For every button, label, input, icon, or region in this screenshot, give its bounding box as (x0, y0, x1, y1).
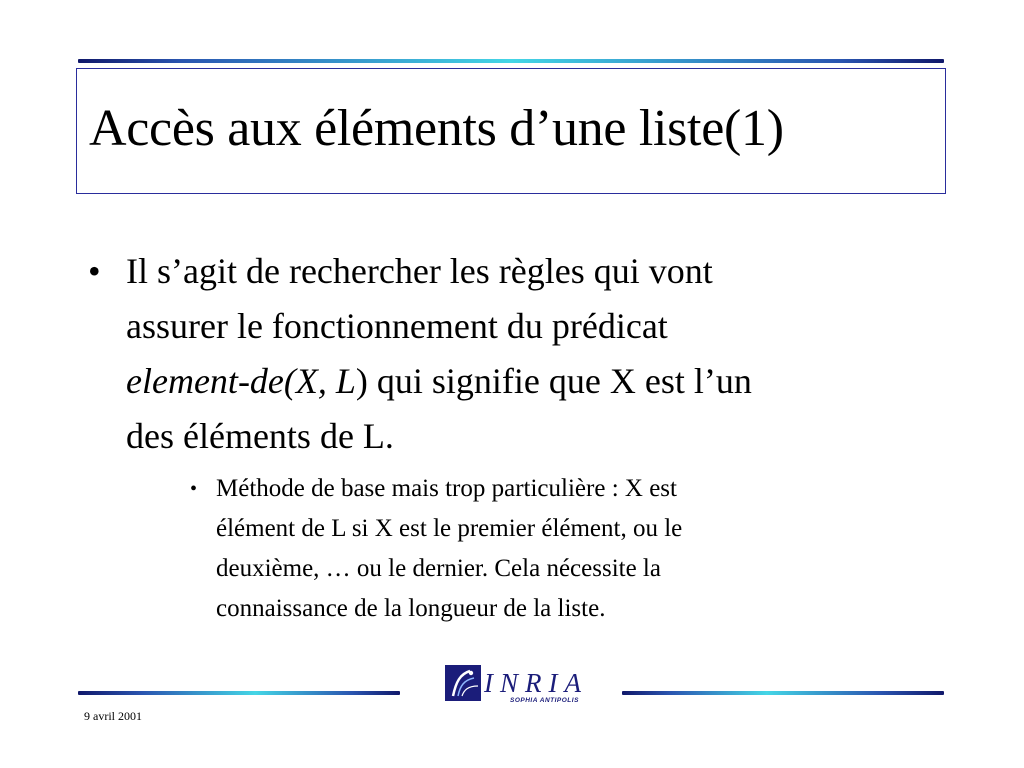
bullet-marker: • (88, 251, 101, 291)
bullet-level-2 (190, 469, 890, 629)
sub-bullet-line: connaissance de la longueur de la liste. (216, 595, 606, 622)
sub-bullet-line: deuxième, … ou le dernier. Cela nécessite la (216, 555, 661, 582)
inria-logo-icon (444, 664, 484, 704)
bottom-divider-right (622, 691, 944, 695)
sub-bullet-text (216, 469, 890, 629)
bullet-line: Il s’agit de rechercher les règles qui vont (126, 251, 713, 291)
logo-subtitle: SOPHIA ANTIPOLIS (510, 697, 579, 704)
predicate-name: element-de(X, L (126, 361, 356, 401)
logo-wordmark: INRIA (484, 668, 588, 698)
bottom-divider-left (78, 691, 400, 695)
bullet-line (126, 354, 948, 409)
bullet-line: assurer le fonctionnement du prédicat (126, 306, 668, 346)
slide-title: Accès aux éléments d’une liste(1) (89, 100, 784, 157)
inria-logo (444, 662, 600, 710)
footer-date: 9 avril 2001 (84, 709, 142, 723)
bullet-line: des éléments de L. (126, 416, 394, 456)
top-divider (78, 59, 944, 63)
title-box (76, 68, 946, 194)
sub-bullet-line: élément de L si X est le premier élément, ou le (216, 515, 683, 542)
bullet-text (126, 244, 948, 464)
sub-bullet-marker: • (190, 478, 198, 500)
sub-bullet-line: Méthode de base mais trop particulière : X est (216, 475, 677, 502)
bullet-level-1 (88, 244, 948, 464)
bullet-line-rest: ) qui signifie que X est l’un (355, 361, 752, 401)
